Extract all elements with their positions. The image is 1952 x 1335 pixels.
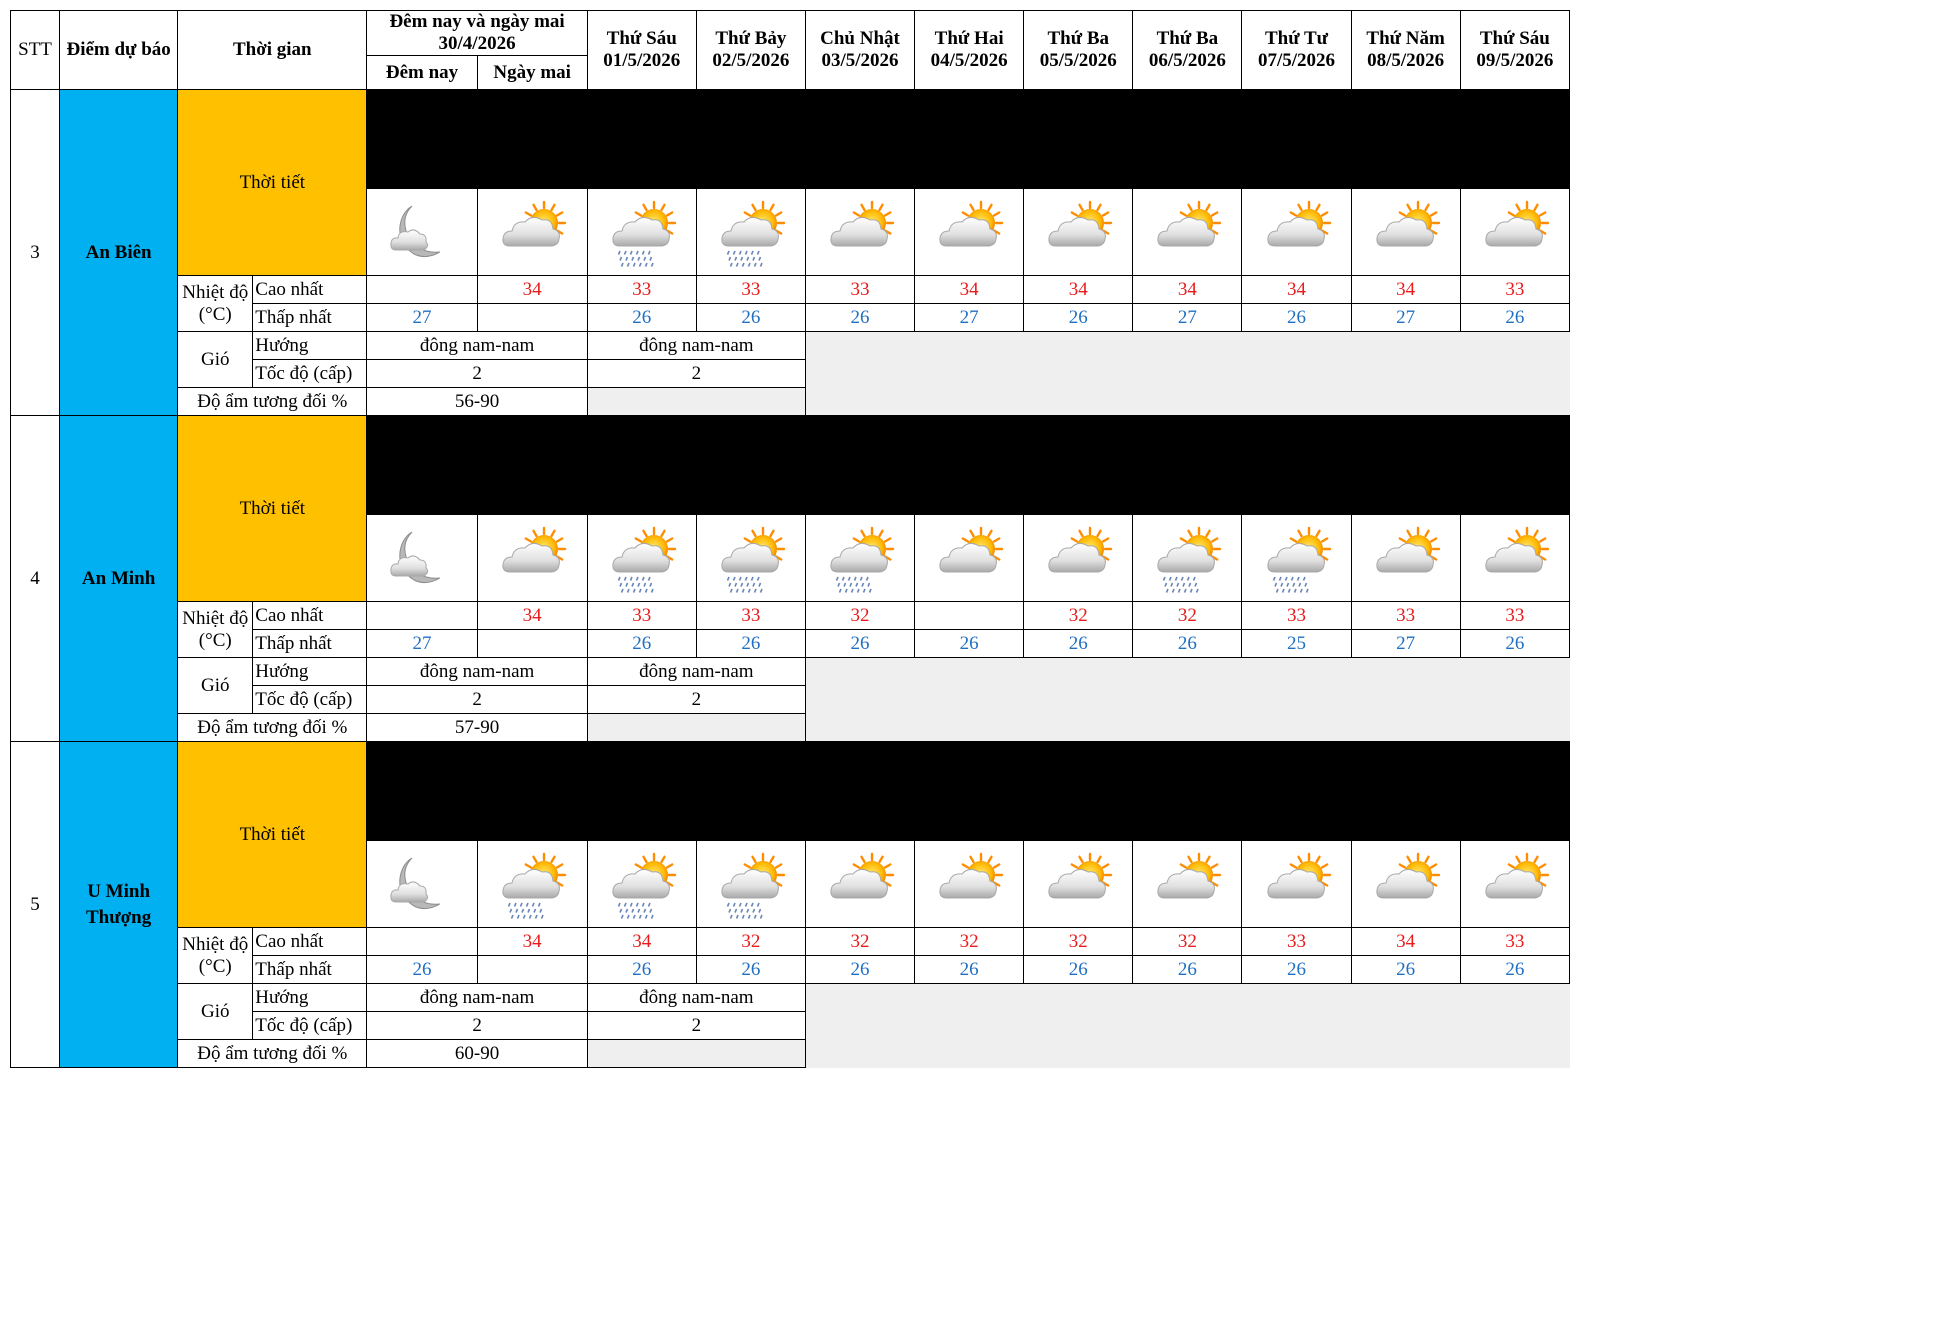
temp-label — [178, 602, 253, 658]
station-row-top — [11, 742, 1570, 841]
wind-direction-1: đông nam-nam — [367, 984, 587, 1012]
wind-direction-2: đông nam-nam — [587, 332, 805, 360]
high-temp-cell: 33 — [1242, 928, 1351, 956]
temp-label-line1: Nhiệt độ — [182, 933, 249, 955]
weather-icon-cell — [915, 189, 1024, 276]
sun-cloud-icon — [1242, 848, 1350, 920]
temp-label — [178, 276, 253, 332]
sun-cloud-icon — [1242, 196, 1350, 268]
weather-icon-cell — [1024, 515, 1133, 602]
sun-cloud-icon — [915, 196, 1023, 268]
low-temp-cell: 26 — [1024, 630, 1133, 658]
high-temp-cell: 33 — [1460, 602, 1569, 630]
weather-icon-cell — [587, 841, 696, 928]
high-temp-cell: 33 — [696, 602, 805, 630]
wind-label: Gió — [178, 332, 253, 388]
weather-icon-cell — [587, 515, 696, 602]
wind-direction-1: đông nam-nam — [367, 658, 587, 686]
moon-cloud-icon — [367, 522, 476, 594]
wind-direction-1: đông nam-nam — [367, 332, 587, 360]
weather-icon-cell — [367, 841, 477, 928]
high-label: Cao nhất — [253, 602, 367, 630]
humidity-label: Độ ẩm tương đối % — [178, 714, 367, 742]
station-name-text: An Minh — [81, 567, 156, 589]
low-temp-cell: 26 — [1024, 956, 1133, 984]
wind-direction-row — [11, 658, 1570, 686]
sun-cloud-rain-icon — [697, 848, 805, 920]
station-name-text: An Biên — [85, 241, 152, 263]
high-temp-cell: 34 — [1351, 928, 1460, 956]
sun-cloud-icon — [1461, 848, 1569, 920]
temp-label-line2: (°C) — [198, 629, 232, 651]
weather-icon-cell — [696, 841, 805, 928]
high-label: Cao nhất — [253, 928, 367, 956]
day-name: Chủ Nhật — [820, 28, 900, 49]
weather-label: Thời tiết — [178, 416, 367, 602]
weather-icon-cell — [805, 841, 914, 928]
wind-speed-2: 2 — [587, 1012, 805, 1040]
high-temp-row — [11, 928, 1570, 956]
speed-label: Tốc độ (cấp) — [253, 686, 367, 714]
sun-cloud-rain-icon — [588, 522, 696, 594]
wind-speed-1: 2 — [367, 686, 587, 714]
header-day-4 — [915, 11, 1024, 90]
weather-icon-cell — [367, 189, 477, 276]
sun-cloud-rain-icon — [697, 522, 805, 594]
high-label: Cao nhất — [253, 276, 367, 304]
high-temp-cell: 32 — [805, 602, 914, 630]
temp-label-line1: Nhiệt độ — [182, 607, 249, 629]
wind-speed-2: 2 — [587, 686, 805, 714]
station-name — [60, 90, 178, 416]
high-temp-cell: 33 — [1460, 928, 1569, 956]
high-temp-cell: 32 — [805, 928, 914, 956]
wind-direction-2: đông nam-nam — [587, 658, 805, 686]
low-temp-cell: 26 — [587, 630, 696, 658]
weather-icon-cell — [587, 189, 696, 276]
header-tonight-tomorrow-date: 30/4/2026 — [438, 33, 516, 54]
high-temp-cell: 32 — [1024, 602, 1133, 630]
weather-icon-cell — [696, 515, 805, 602]
high-temp-cell: 33 — [1460, 276, 1569, 304]
weather-icon-cell — [367, 515, 477, 602]
sun-cloud-rain-icon — [588, 196, 696, 268]
sun-cloud-icon — [1024, 196, 1132, 268]
station-name — [60, 742, 178, 1068]
weather-icon-cell — [1460, 841, 1569, 928]
weather-icon-cell — [1133, 189, 1242, 276]
weather-icon-cell — [1242, 189, 1351, 276]
low-temp-cell: 26 — [696, 956, 805, 984]
low-temp-cell: 26 — [805, 304, 914, 332]
day-date: 05/5/2026 — [1039, 50, 1117, 71]
day-name: Thứ Ba — [1047, 28, 1110, 49]
weather-band — [367, 742, 1570, 841]
sun-cloud-icon — [806, 196, 914, 268]
weather-band — [367, 416, 1570, 515]
weather-label: Thời tiết — [178, 742, 367, 928]
high-temp-cell: 33 — [1351, 602, 1460, 630]
header-day-8 — [1351, 11, 1460, 90]
wind-direction-row — [11, 984, 1570, 1012]
station-stt: 3 — [11, 90, 60, 416]
high-temp-cell: 33 — [1242, 602, 1351, 630]
direction-label: Hướng — [253, 658, 367, 686]
humidity-empty — [587, 388, 805, 416]
empty-area — [805, 658, 1569, 742]
weather-icon-cell — [1242, 841, 1351, 928]
high-temp-cell: 32 — [1133, 928, 1242, 956]
station-stt: 5 — [11, 742, 60, 1068]
humidity-value: 56-90 — [367, 388, 587, 416]
station-name — [60, 416, 178, 742]
empty-area — [805, 332, 1569, 416]
header-tonight-tomorrow-label: Đêm nay và ngày mai — [389, 11, 565, 32]
day-name: Thứ Hai — [934, 28, 1004, 49]
low-temp-cell: 26 — [367, 956, 477, 984]
wind-direction-row — [11, 332, 1570, 360]
sun-cloud-icon — [1133, 848, 1241, 920]
day-date: 02/5/2026 — [712, 50, 790, 71]
low-temp-cell: 27 — [367, 304, 477, 332]
sun-cloud-icon — [1461, 196, 1569, 268]
sun-cloud-rain-icon — [806, 522, 914, 594]
station-row-top — [11, 416, 1570, 515]
weather-icon-cell — [1024, 841, 1133, 928]
day-date: 01/5/2026 — [603, 50, 681, 71]
low-temp-cell: 26 — [1460, 304, 1569, 332]
empty-area — [805, 984, 1569, 1068]
weather-icon-cell — [1024, 189, 1133, 276]
high-temp-cell: 33 — [587, 602, 696, 630]
low-temp-cell: 26 — [1242, 304, 1351, 332]
weather-icon-cell — [1242, 515, 1351, 602]
speed-label: Tốc độ (cấp) — [253, 360, 367, 388]
high-temp-cell: 33 — [805, 276, 914, 304]
day-date: 03/5/2026 — [821, 50, 899, 71]
low-temp-cell — [477, 304, 587, 332]
low-label: Thấp nhất — [253, 956, 367, 984]
weather-icon-cell — [915, 515, 1024, 602]
header-time: Thời gian — [178, 11, 367, 90]
high-temp-cell: 32 — [1133, 602, 1242, 630]
weather-icon-cell — [1460, 189, 1569, 276]
high-temp-cell: 32 — [915, 928, 1024, 956]
weather-icon-cell — [805, 189, 914, 276]
day-name: Thứ Tư — [1264, 28, 1329, 49]
header-day-9 — [1460, 11, 1569, 90]
low-temp-cell: 26 — [915, 630, 1024, 658]
header-day-2 — [696, 11, 805, 90]
sun-cloud-rain-icon — [697, 196, 805, 268]
sun-cloud-icon — [1352, 848, 1460, 920]
sun-cloud-rain-icon — [478, 848, 587, 920]
station-row-top — [11, 90, 1570, 189]
low-temp-cell — [477, 956, 587, 984]
high-temp-cell: 34 — [477, 928, 587, 956]
header-tonight: Đêm nay — [367, 56, 477, 90]
low-temp-cell: 26 — [1133, 956, 1242, 984]
low-temp-cell: 26 — [1460, 630, 1569, 658]
day-date: 07/5/2026 — [1257, 50, 1336, 71]
high-temp-row — [11, 602, 1570, 630]
wind-speed-1: 2 — [367, 360, 587, 388]
header-day-5 — [1024, 11, 1133, 90]
sun-cloud-icon — [478, 196, 587, 268]
sun-cloud-icon — [915, 522, 1023, 594]
weather-icon-cell — [1460, 515, 1569, 602]
low-temp-cell: 26 — [696, 304, 805, 332]
high-temp-cell: 34 — [915, 276, 1024, 304]
weather-band — [367, 90, 1570, 189]
direction-label: Hướng — [253, 984, 367, 1012]
high-temp-cell: 34 — [477, 602, 587, 630]
high-temp-cell: 33 — [587, 276, 696, 304]
moon-cloud-icon — [367, 196, 476, 268]
sun-cloud-icon — [1024, 522, 1132, 594]
low-temp-cell: 25 — [1242, 630, 1351, 658]
low-temp-cell: 26 — [1242, 956, 1351, 984]
high-temp-cell — [367, 602, 477, 630]
wind-direction-2: đông nam-nam — [587, 984, 805, 1012]
moon-cloud-icon — [367, 848, 476, 920]
speed-label: Tốc độ (cấp) — [253, 1012, 367, 1040]
weather-icon-cell — [1351, 189, 1460, 276]
weather-label: Thời tiết — [178, 90, 367, 276]
weather-icon-cell — [477, 189, 587, 276]
temp-label-line2: (°C) — [198, 303, 232, 325]
header-day-7 — [1242, 11, 1351, 90]
station-name-line1: U Minh — [87, 880, 151, 902]
low-temp-cell: 26 — [805, 956, 914, 984]
high-temp-cell: 34 — [1024, 276, 1133, 304]
sun-cloud-icon — [1461, 522, 1569, 594]
day-date: 08/5/2026 — [1367, 50, 1445, 71]
sun-cloud-icon — [1352, 522, 1460, 594]
humidity-value: 57-90 — [367, 714, 587, 742]
low-temp-cell: 27 — [1351, 630, 1460, 658]
sun-cloud-icon — [1024, 848, 1132, 920]
low-temp-cell: 27 — [1133, 304, 1242, 332]
sun-cloud-icon — [478, 522, 587, 594]
station-name-line2: Thượng — [86, 906, 152, 928]
direction-label: Hướng — [253, 332, 367, 360]
high-temp-cell: 34 — [1351, 276, 1460, 304]
header-day-1 — [587, 11, 696, 90]
sun-cloud-rain-icon — [588, 848, 696, 920]
wind-label: Gió — [178, 658, 253, 714]
low-temp-cell: 26 — [805, 630, 914, 658]
header-stt: STT — [11, 11, 60, 90]
header-tonight-tomorrow — [367, 11, 587, 56]
sun-cloud-icon — [1133, 196, 1241, 268]
forecast-table — [10, 10, 1570, 1068]
weather-icon-cell — [1351, 515, 1460, 602]
day-date: 04/5/2026 — [930, 50, 1008, 71]
day-name: Thứ Ba — [1156, 28, 1219, 49]
high-temp-cell — [367, 276, 477, 304]
header-day-3 — [805, 11, 914, 90]
temp-label — [178, 928, 253, 984]
low-label: Thấp nhất — [253, 304, 367, 332]
high-temp-cell — [915, 602, 1024, 630]
sun-cloud-icon — [915, 848, 1023, 920]
high-temp-cell: 33 — [696, 276, 805, 304]
day-name: Thứ Sáu — [1479, 28, 1550, 49]
high-temp-cell: 32 — [1024, 928, 1133, 956]
low-temp-cell: 26 — [1133, 630, 1242, 658]
low-temp-cell: 26 — [1460, 956, 1569, 984]
weather-icon-cell — [696, 189, 805, 276]
header-location: Điểm dự báo — [60, 11, 178, 90]
temp-label-line1: Nhiệt độ — [182, 281, 249, 303]
high-temp-cell: 34 — [1133, 276, 1242, 304]
sun-cloud-icon — [806, 848, 914, 920]
high-temp-cell: 34 — [1242, 276, 1351, 304]
humidity-label: Độ ẩm tương đối % — [178, 1040, 367, 1068]
low-temp-cell: 26 — [696, 630, 805, 658]
low-temp-cell: 27 — [1351, 304, 1460, 332]
weather-icon-cell — [915, 841, 1024, 928]
high-temp-cell: 34 — [477, 276, 587, 304]
day-date: 06/5/2026 — [1148, 50, 1226, 71]
high-temp-cell — [367, 928, 477, 956]
sun-cloud-icon — [1352, 196, 1460, 268]
header-tomorrow: Ngày mai — [477, 56, 587, 90]
day-name: Thứ Bảy — [715, 28, 787, 49]
wind-speed-2: 2 — [587, 360, 805, 388]
header-day-6 — [1133, 11, 1242, 90]
day-name: Thứ Năm — [1366, 28, 1445, 49]
low-temp-cell: 26 — [915, 956, 1024, 984]
day-date: 09/5/2026 — [1476, 50, 1554, 71]
low-temp-cell: 26 — [587, 956, 696, 984]
sun-cloud-rain-icon — [1133, 522, 1241, 594]
humidity-empty — [587, 1040, 805, 1068]
humidity-value: 60-90 — [367, 1040, 587, 1068]
low-temp-cell — [477, 630, 587, 658]
high-temp-row — [11, 276, 1570, 304]
day-name: Thứ Sáu — [606, 28, 677, 49]
humidity-empty — [587, 714, 805, 742]
weather-icon-cell — [477, 841, 587, 928]
weather-icon-cell — [1133, 515, 1242, 602]
humidity-label: Độ ẩm tương đối % — [178, 388, 367, 416]
forecast-body — [11, 90, 1570, 1068]
low-temp-cell: 26 — [1351, 956, 1460, 984]
wind-speed-1: 2 — [367, 1012, 587, 1040]
weather-icon-cell — [805, 515, 914, 602]
weather-icon-cell — [1351, 841, 1460, 928]
station-stt: 4 — [11, 416, 60, 742]
low-label: Thấp nhất — [253, 630, 367, 658]
low-temp-cell: 27 — [915, 304, 1024, 332]
weather-icon-cell — [1133, 841, 1242, 928]
low-temp-cell: 26 — [1024, 304, 1133, 332]
sun-cloud-rain-icon — [1242, 522, 1350, 594]
high-temp-cell: 32 — [696, 928, 805, 956]
low-temp-cell: 26 — [587, 304, 696, 332]
temp-label-line2: (°C) — [198, 955, 232, 977]
wind-label: Gió — [178, 984, 253, 1040]
low-temp-cell: 27 — [367, 630, 477, 658]
weather-icon-cell — [477, 515, 587, 602]
high-temp-cell: 34 — [587, 928, 696, 956]
